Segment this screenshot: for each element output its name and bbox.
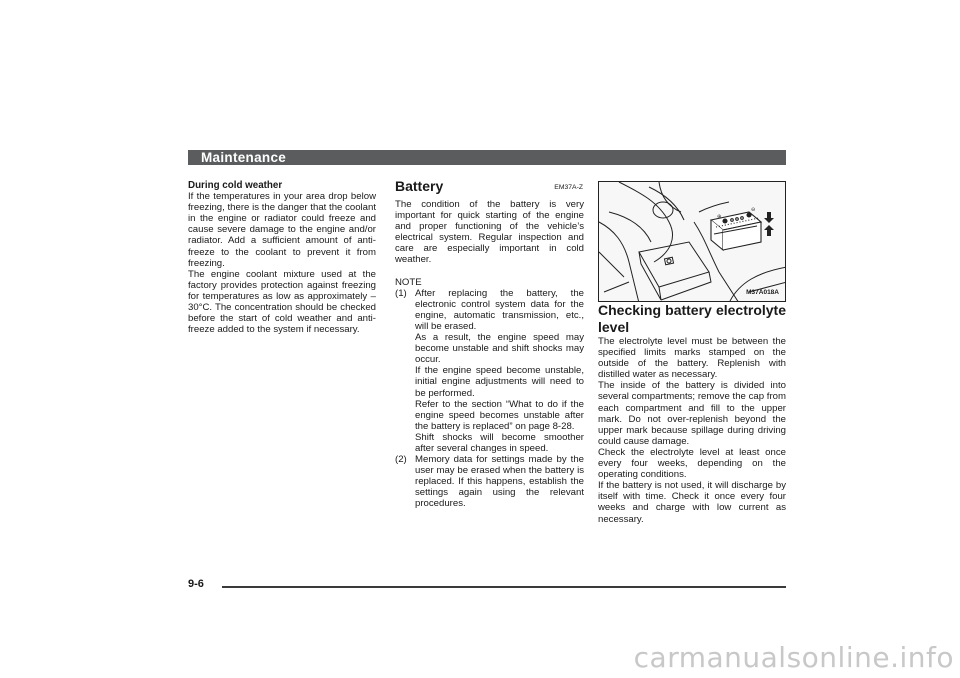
- electrolyte-paragraph-1: The electrolyte level must be between the specified limits marks stamped on the outside of the battery. Replenish with distilled water as necessary.: [598, 336, 786, 381]
- note-body-1: [415, 288, 584, 454]
- cold-weather-heading: During cold weather: [188, 180, 283, 191]
- note-1-line-3: If the engine speed become unstable, initial engine adjustments will need to be performed.: [415, 365, 584, 399]
- cold-weather-column: [188, 180, 376, 335]
- battery-column: [395, 178, 584, 510]
- note-2-line-1: Memory data for settings made by the user may be erased when the battery is replaced. If this happens, establish the settings again using the relevant procedures.: [415, 454, 584, 510]
- battery-intro: The condition of the battery is very important for quick starting of the engine and proper functioning of the vehicle’s electrical system. Regular inspection and care are especially important in cold weather.: [395, 199, 584, 266]
- note-item-1: [395, 288, 584, 454]
- footer-rule: [222, 586, 786, 588]
- battery-heading-row: [395, 178, 584, 195]
- note-number-2: (2): [395, 454, 407, 466]
- note-item-2: [395, 454, 584, 509]
- engine-bay-battery-drawing: [599, 182, 786, 302]
- battery-illustration: [598, 181, 786, 302]
- section-header-title: Maintenance: [201, 150, 287, 165]
- electrolyte-paragraph-4: If the battery is not used, it will discharge by itself with time. Check it once every four weeks and charge with low current as necessary.: [598, 480, 786, 525]
- electrolyte-title: Checking battery electrolyte level: [598, 302, 786, 335]
- electrolyte-paragraph-3: Check the electrolyte level at least once every four weeks, depending on the operating conditions.: [598, 446, 786, 481]
- cold-weather-paragraph-1: If the temperatures in your area drop below freezing, there is the danger that the coolant in the engine or radiator could freeze and cause severe damage to the engine and/or radiator. Add a sufficient amount of anti-freeze to the coolant to prevent it from freezing.: [188, 191, 376, 269]
- note-1-line-2: As a result, the engine speed may become unstable and shift shocks may occur.: [415, 332, 584, 366]
- electrolyte-paragraph-2: The inside of the battery is divided into several compartments; remove the cap from each compartment and fill to the upper mark. Do not over-replenish beyond the upper mark because spillage during driving could cause damage.: [598, 380, 786, 447]
- electrolyte-column: [598, 181, 786, 525]
- figure-code: M37A018A: [746, 288, 779, 296]
- note-label: NOTE: [395, 276, 422, 288]
- section-header-bar: [188, 150, 786, 165]
- battery-section-code: EM37A-Z: [554, 184, 583, 191]
- site-watermark: carmanualsonline.info: [633, 641, 954, 674]
- note-body-2: [415, 454, 584, 509]
- svg-text:⊖: ⊖: [751, 207, 756, 213]
- note-number-1: (1): [395, 287, 407, 299]
- note-1-line-1: After replacing the battery, the electronic control system data for the engine, automatic transmission, etc., will be erased.: [415, 287, 584, 332]
- cold-weather-paragraph-2: The engine coolant mixture used at the factory provides protection against freezing for temperatures as low as approximately –30°C. The concentration should be checked before the start of cold weather and anti-freeze added to the system if necessary.: [188, 268, 376, 336]
- page-number: 9-6: [188, 578, 204, 590]
- battery-title: Battery: [395, 178, 444, 194]
- note-1-line-4: Refer to the section “What to do if the engine speed becomes unstable after the battery is replaced” on page 8-28.: [415, 398, 584, 432]
- svg-text:⊕: ⊕: [717, 214, 722, 220]
- note-1-line-5: Shift shocks will become smoother after several changes in speed.: [415, 431, 584, 454]
